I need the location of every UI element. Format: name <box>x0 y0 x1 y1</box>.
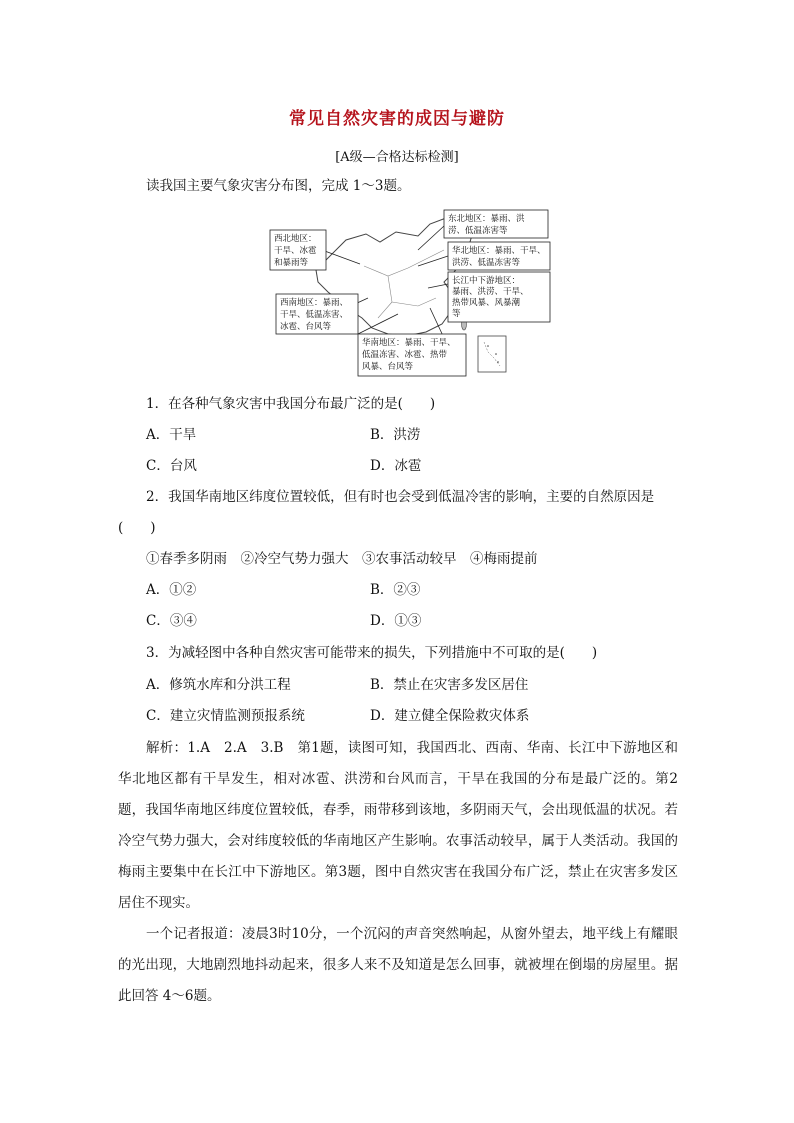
q2-option-c: C．③④ <box>146 613 197 629</box>
q2-stem-line2: ( ) <box>118 520 156 536</box>
south-line2: 低温冻害、冰雹、热带 <box>362 350 448 360</box>
q2-stem-line1: 2．我国华南地区纬度位置较低，但有时也会受到低温冷害的影响，主要的自然原因是 <box>146 489 655 505</box>
northwest-line1: 西北地区： <box>274 234 317 244</box>
q3-option-b: B．禁止在灾害多发区居住 <box>370 677 529 693</box>
q1-option-c: C．台风 <box>146 458 197 474</box>
q2-statements: ①春季多阴雨 ②冷空气势力强大 ③农事活动较早 ④梅雨提前 <box>146 551 538 567</box>
south-line1: 华南地区：暴雨、干旱、 <box>362 338 456 348</box>
south-sea-inset <box>478 336 506 372</box>
intro-text: 读我国主要气象灾害分布图，完成 1～3题。 <box>146 178 411 194</box>
yangtze-line3: 热带风暴、风暴潮 <box>452 298 521 308</box>
q2-option-d: D．①③ <box>370 613 422 629</box>
q3-option-a: A．修筑水库和分洪工程 <box>146 677 291 693</box>
southwest-line1: 西南地区：暴雨、 <box>280 298 349 308</box>
q2-option-a: A．①② <box>146 582 197 598</box>
q2-option-b: B．②③ <box>370 582 421 598</box>
q3-option-c: C．建立灾情监测预报系统 <box>146 708 305 724</box>
report-paragraph: 一个记者报道：凌晨3时10分，一个沉闷的声音突然响起，从窗外望去，地平线上有耀眼的光出现，大地剧烈地抖动起来，很多人来不及知道是怎么回事，就被埋在倒塌的房屋里。据此回答 4～6题。 <box>118 926 678 1004</box>
yangtze-line2: 暴雨、洪涝、干旱、 <box>452 287 529 297</box>
northwest-line2: 干旱、冰雹 <box>274 246 317 256</box>
q1-option-a: A．干旱 <box>146 427 197 443</box>
southwest-line3: 冰雹、台风等 <box>280 322 332 332</box>
analysis-paragraph: 解析：1.A 2.A 3.B 第1题，读图可知，我国西北、西南、华南、长江中下游地区和华北地区都有干旱发生，相对冰雹、洪涝和台风而言，干旱在我国的分布是最广泛的。第2题，我国华南地区纬度位置较低，春季，雨带移到该地，多阴雨天气，会出现低温的状况。若冷空气势力强大，会对纬度较低的华南地区产生影响。农事活动较早，属于人类活动。我国的梅雨主要集中在长江中下游地区。第3题，图中自然灾害在我国分布广泛，禁止在灾害多发区居住不现实。 <box>118 740 678 911</box>
disaster-distribution-map <box>268 206 552 378</box>
north-line1: 华北地区：暴雨、干旱、 <box>452 246 546 256</box>
china-map-figure <box>268 206 552 378</box>
northeast-line2: 涝、低温冻害等 <box>448 226 508 236</box>
yangtze-line4: 等 <box>452 309 461 319</box>
north-line2: 洪涝、低温冻害等 <box>452 258 521 268</box>
yangtze-line1: 长江中下游地区： <box>452 276 521 286</box>
northeast-line1: 东北地区：暴雨、洪 <box>448 214 525 224</box>
section-subtitle: [A级—合格达标检测] <box>335 150 459 165</box>
q1-stem: 1．在各种气象灾害中我国分布最广泛的是( ) <box>146 396 436 412</box>
q3-option-d: D．建立健全保险救灾体系 <box>370 708 530 724</box>
q1-option-b: B．洪涝 <box>370 427 421 443</box>
q3-stem: 3．为减轻图中各种自然灾害可能带来的损失，下列措施中不可取的是( ) <box>146 645 598 661</box>
south-line3: 风暴、台风等 <box>362 362 414 372</box>
southwest-line2: 干旱、低温冻害、 <box>280 310 349 320</box>
page-title: 常见自然灾害的成因与避防 <box>289 109 505 129</box>
q1-option-d: D．冰雹 <box>370 458 422 474</box>
northwest-line3: 和暴雨等 <box>274 258 309 268</box>
province-lines <box>364 250 444 318</box>
